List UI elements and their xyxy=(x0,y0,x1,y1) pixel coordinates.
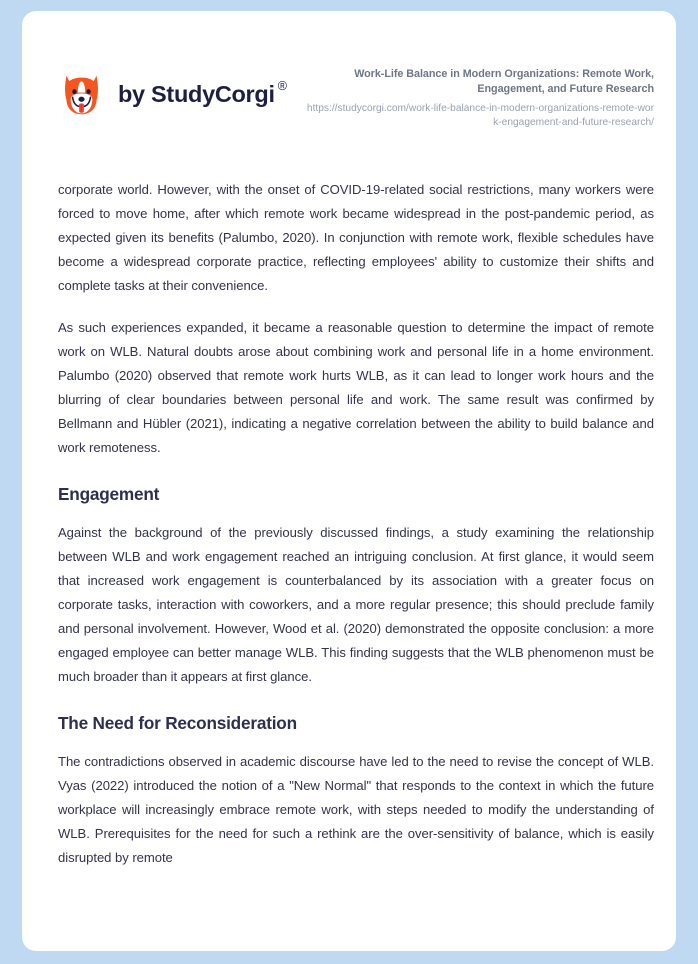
corgi-logo-icon xyxy=(58,71,105,118)
document-header xyxy=(22,11,676,131)
registered-trademark-icon: ® xyxy=(277,79,287,93)
section-heading-engagement: Engagement xyxy=(58,484,160,505)
section-heading-reconsideration: The Need for Reconsideration xyxy=(58,713,297,734)
brand-name-text: by StudyCorgi xyxy=(118,81,275,107)
document-title: Work-Life Balance in Modern Organizations: Remote Work, Engagement, and Future Research xyxy=(354,68,654,96)
document-url[interactable]: https://studycorgi.com/work-life-balance-in-modern-organizations-remote-work-engagement-and-future-research/ xyxy=(306,102,654,129)
brand-name xyxy=(118,81,287,108)
document-page-card xyxy=(22,11,676,951)
paragraph-continued-intro: corporate world. However, with the onset of COVID-19-related social restrictions, many workers were forced to move home, after which remote work became widespread in the post-pandemic period, as expected given its benefits (Palumbo, 2020). In conjunction with remote work, flexible schedules have become a widespread corporate practice, reflecting employees' ability to customize their shifts and complete tasks at their convenience. xyxy=(58,182,654,294)
brand-logo-group xyxy=(58,63,287,118)
paragraph-remote-work-impact: As such experiences expanded, it became a reasonable question to determine the impact of remote work on WLB. Natural doubts arose about combining work and personal life in a home environment. Palumbo (2020) observed that remote work hurts WLB, as it can lead to longer work hours and the blurring of clear boundaries between personal life and work. The same result was confirmed by Bellmann and Hübler (2021), indicating a negative correlation between the ability to build balance and work remoteness. xyxy=(58,320,654,456)
header-document-meta xyxy=(304,63,654,131)
paragraph-reconsideration: The contradictions observed in academic discourse have led to the need to revise the concept of WLB. Vyas (2022) introduced the notion of a "New Normal" that responds to the context in which the future workplace will increasingly embrace remote work, with steps needed to modify the understanding of WLB. Prerequisites for the need for such a rethink are the over-sensitivity of balance, which is easily disrupted by remote xyxy=(58,754,654,866)
paragraph-engagement: Against the background of the previously discussed findings, a study examining the relationship between WLB and work engagement reached an intriguing conclusion. At first glance, it would seem that increased work engagement is counterbalanced by its association with a greater focus on corporate tasks, interaction with coworkers, and a more regular presence; this should preclude family and personal involvement. However, Wood et al. (2020) demonstrated the opposite conclusion: a more engaged employee can better manage WLB. This finding suggests that the WLB phenomenon must be much broader than it appears at first glance. xyxy=(58,525,654,685)
document-body xyxy=(22,178,676,870)
